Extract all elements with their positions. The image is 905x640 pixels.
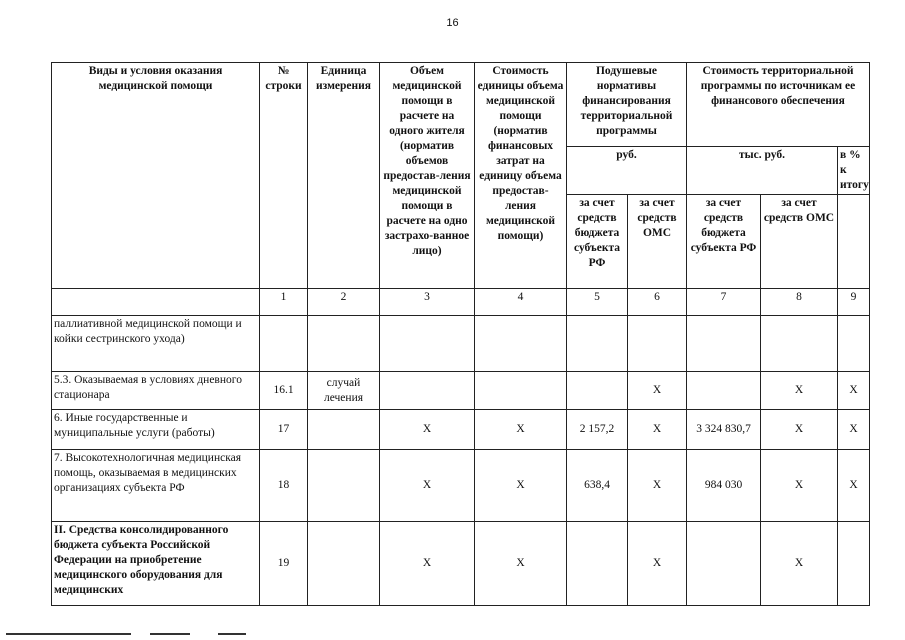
row-oms-rub: Х [628,410,687,450]
row-cost: Х [475,522,567,606]
header-budget-rf: за счет средств бюджета субъекта РФ [567,195,628,289]
row-oms-rub: Х [628,372,687,410]
header-oms: за счет средств ОМС [628,195,687,289]
header-budget-rf-2: за счет средств бюджета субъекта РФ [687,195,761,289]
row-no: 19 [260,522,308,606]
row-percent: Х [838,410,870,450]
column-number: 9 [838,289,870,316]
row-oms-thous [761,316,838,372]
row-budget-thous: 3 324 830,7 [687,410,761,450]
row-no: 17 [260,410,308,450]
column-number: 2 [308,289,380,316]
row-volume [380,372,475,410]
row-budget-rub [567,372,628,410]
page-number: 16 [446,17,459,29]
row-oms-thous: Х [761,522,838,606]
column-number: 8 [761,289,838,316]
header-thous-rub: тыс. руб. [687,147,838,195]
column-number: 5 [567,289,628,316]
column-number: 3 [380,289,475,316]
row-oms-rub: Х [628,522,687,606]
column-number: 4 [475,289,567,316]
header-per-capita: Подушевые нормативы финансирования территориальной программы [567,63,687,147]
column-number [52,289,260,316]
row-kind: II. Средства консолидированного бюджета субъекта Российской Федерации на приобретение медицинского оборудования для медицинских [52,522,260,606]
row-volume [380,316,475,372]
row-budget-rub: 638,4 [567,450,628,522]
row-unit [308,316,380,372]
row-cost: Х [475,410,567,450]
row-budget-thous [687,372,761,410]
header-unit: Единица измерения [308,63,380,289]
column-number: 1 [260,289,308,316]
row-percent [838,522,870,606]
row-percent: Х [838,372,870,410]
table-row [52,372,870,410]
table-row [52,410,870,450]
row-budget-rub: 2 157,2 [567,410,628,450]
row-unit: случай лечения [308,372,380,410]
financing-table [51,62,870,606]
scan-edge-line [218,633,246,635]
column-numbers-row [52,289,870,316]
row-budget-thous [687,316,761,372]
row-cost: Х [475,450,567,522]
row-unit [308,450,380,522]
table-row [52,450,870,522]
scan-edge-line [150,633,190,635]
row-budget-rub [567,522,628,606]
row-oms-thous: Х [761,372,838,410]
row-kind: 7. Высокотехнологичная медицинская помощь, оказываемая в медицинских организациях субъекта РФ [52,450,260,522]
row-cost [475,316,567,372]
row-kind: 6. Иные государственные и муниципальные услуги (работы) [52,410,260,450]
row-oms-rub [628,316,687,372]
row-unit [308,522,380,606]
row-oms-thous: Х [761,450,838,522]
row-percent [838,316,870,372]
header-percent-total: в % к итогу [838,147,870,195]
table-row [52,316,870,372]
row-no: 18 [260,450,308,522]
row-no: 16.1 [260,372,308,410]
row-unit [308,410,380,450]
row-percent: Х [838,450,870,522]
header-program-cost: Стоимость территориальной программы по источникам ее финансового обеспечения [687,63,870,147]
header-empty [838,195,870,289]
column-number: 6 [628,289,687,316]
header-cost: Стоимость единицы объема медицинской помощи (норматив финансовых затрат на единицу объема предостав-ления медицинской помощи) [475,63,567,289]
row-cost [475,372,567,410]
row-oms-thous: Х [761,410,838,450]
header-oms-2: за счет средств ОМС [761,195,838,289]
table-row [52,522,870,606]
header-rub: руб. [567,147,687,195]
row-volume: Х [380,522,475,606]
row-volume: Х [380,410,475,450]
header-kind: Виды и условия оказания медицинской помощи [52,63,260,289]
column-number: 7 [687,289,761,316]
row-budget-rub [567,316,628,372]
row-volume: Х [380,450,475,522]
row-no [260,316,308,372]
row-budget-thous [687,522,761,606]
scan-edge-line [6,633,131,635]
row-kind: 5.3. Оказываемая в условиях дневного стационара [52,372,260,410]
header-row-no: № строки [260,63,308,289]
header-volume: Объем медицинской помощи в расчете на одного жителя (норматив объемов предостав-ления медицинской помощи в расчете на одно застрахо-ванное лицо) [380,63,475,289]
row-budget-thous: 984 030 [687,450,761,522]
row-oms-rub: Х [628,450,687,522]
row-kind: паллиативной медицинской помощи и койки сестринского ухода) [52,316,260,372]
